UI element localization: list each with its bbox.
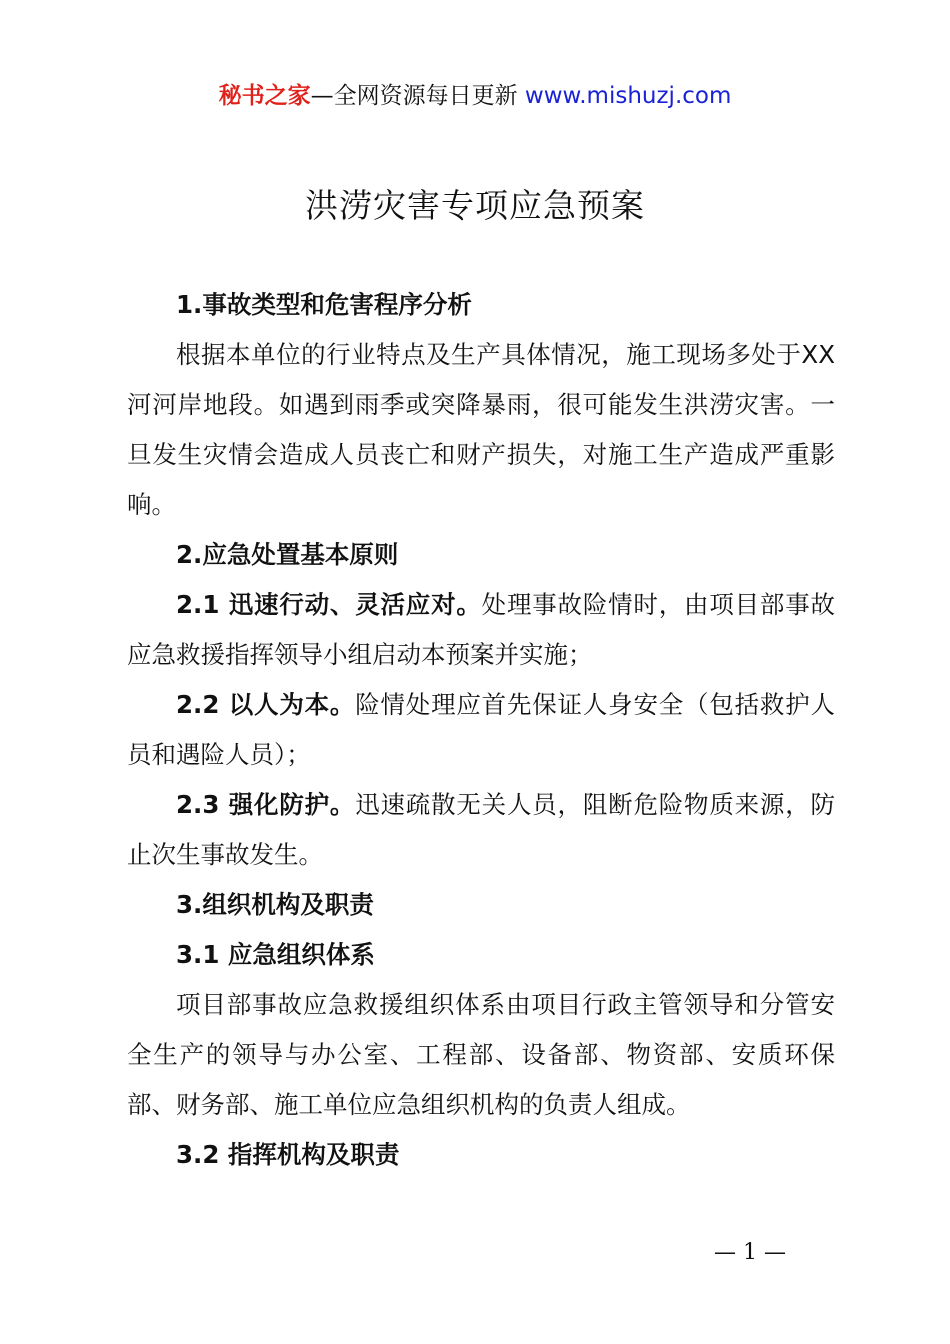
document-body — [127, 280, 835, 1180]
section-2-1-lead: 2.1 迅速行动、灵活应对。 — [176, 590, 482, 619]
section-2-heading: 2.应急处置基本原则 — [176, 540, 399, 569]
section-2-3-text: 迅速疏散无关人员，阻断危险物质来源，防止次生事故发生。 — [127, 790, 835, 869]
section-3-1-paragraph: 项目部事故应急救援组织体系由项目行政主管领导和分管安全生产的领导与办公室、工程部、设备部、物资部、安质环保部、财务部、施工单位应急组织机构的负责人组成。 — [127, 990, 835, 1119]
page-number: — 1 — — [714, 1240, 786, 1265]
header-tagline: —全网资源每日更新 — [310, 83, 518, 109]
section-2-1-text: 处理事故险情时，由项目部事故应急救援指挥领导小组启动本预案并实施； — [127, 590, 835, 669]
site-url-link[interactable]: www.mishuzj.com — [524, 83, 732, 109]
section-2-3-lead: 2.3 强化防护。 — [176, 790, 356, 819]
section-2-2-lead: 2.2 以人为本。 — [176, 690, 356, 719]
section-2-3-paragraph — [127, 780, 835, 880]
site-header — [0, 80, 950, 112]
section-3-heading: 3.组织机构及职责 — [176, 890, 374, 919]
section-1-paragraph: 根据本单位的行业特点及生产具体情况，施工现场多处于XX 河河岸地段。如遇到雨季或突降暴雨，很可能发生洪涝灾害。一旦发生灾情会造成人员丧亡和财产损失，对施工生产造成严重影响。 — [127, 340, 835, 519]
section-3-1-heading: 3.1 应急组织体系 — [176, 940, 375, 969]
document-title: 洪涝灾害专项应急预案 — [305, 186, 645, 225]
section-1-heading: 1.事故类型和危害程序分析 — [176, 290, 472, 319]
section-2-2-paragraph — [127, 680, 835, 780]
section-3-2-heading: 3.2 指挥机构及职责 — [176, 1140, 400, 1169]
section-2-1-paragraph — [127, 580, 835, 680]
brand-name: 秘书之家 — [218, 83, 311, 109]
section-2-2-text: 险情处理应首先保证人身安全（包括救护人员和遇险人员）； — [127, 690, 835, 769]
